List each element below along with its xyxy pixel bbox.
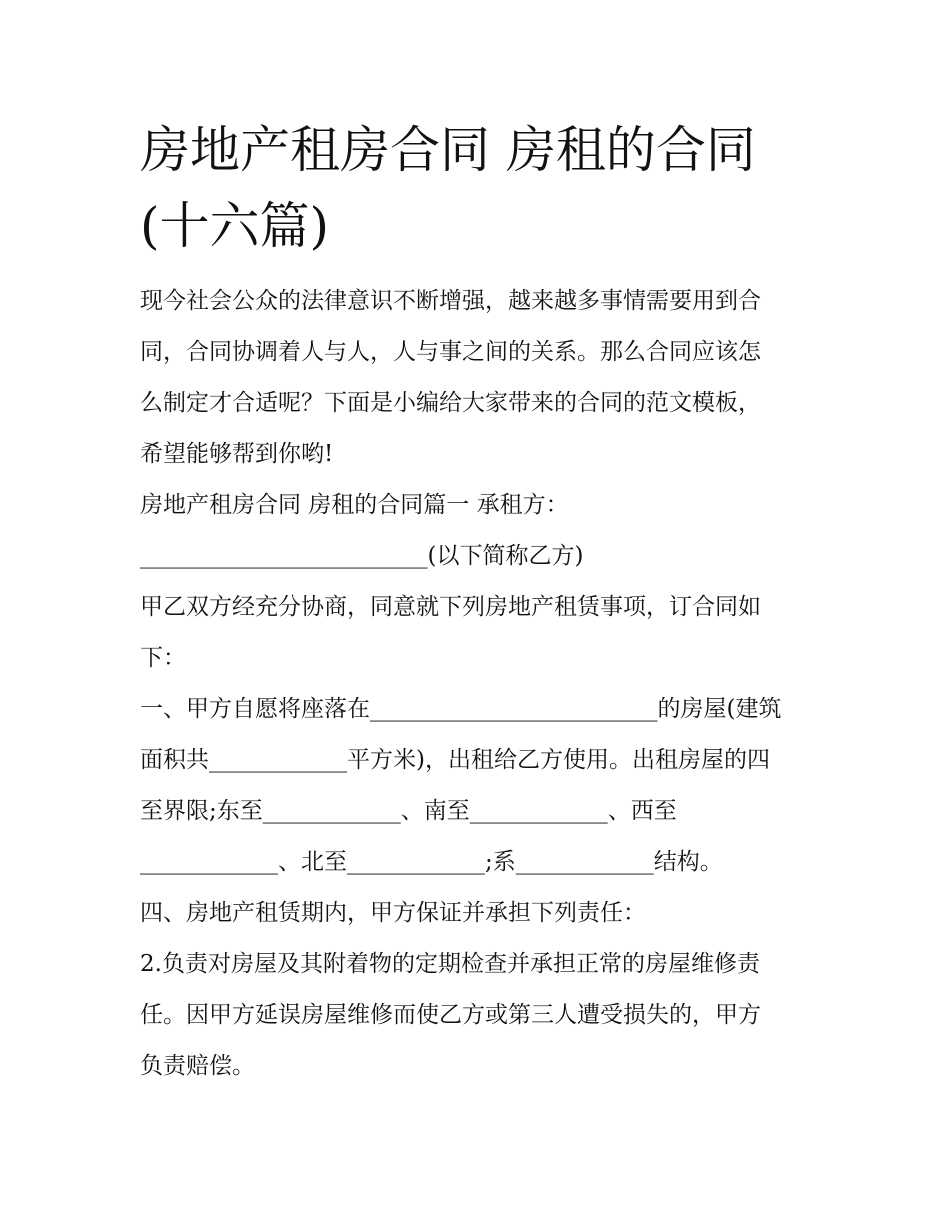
- document-title: [140, 112, 840, 264]
- body-line: 至界限;东至____________、南至____________、西至: [140, 798, 677, 824]
- body-line: _________________________(以下简称乙方): [140, 543, 584, 569]
- body-line: 任。因甲方延误房屋维修而使乙方或第三人遭受损失的，甲方: [140, 1002, 761, 1028]
- body-line: 2.负责对房屋及其附着物的定期检查并承担正常的房屋维修责: [140, 951, 760, 977]
- body-line: 同，合同协调着人与人，人与事之间的关系。那么合同应该怎: [140, 339, 761, 365]
- body-line: ____________、北至____________;系____________结构。: [140, 849, 723, 875]
- body-line: 现今社会公众的法律意识不断增强，越来越多事情需要用到合: [140, 288, 761, 314]
- title-line-2: (十六篇): [140, 197, 330, 255]
- body-line: 下：: [140, 645, 186, 671]
- document-body: [140, 276, 820, 1092]
- section-heading-line: 房地产租房合同 房租的合同篇一 承租方：: [140, 492, 569, 518]
- body-line: 四、房地产租赁期内，甲方保证并承担下列责任：: [140, 900, 646, 926]
- body-line: 一、甲方自愿将座落在_________________________的房屋(建筑: [140, 696, 782, 722]
- body-line: 么制定才合适呢？下面是小编给大家带来的合同的范文模板，: [140, 390, 761, 416]
- body-line: 希望能够帮到你哟!: [140, 441, 334, 467]
- body-line: 面积共____________平方米)，出租给乙方使用。出租房屋的四: [140, 747, 770, 773]
- body-line: 甲乙双方经充分协商，同意就下列房地产租赁事项，订合同如: [140, 594, 761, 620]
- title-line-1: 房地产租房合同 房租的合同: [140, 121, 756, 179]
- body-line: 负责赔偿。: [140, 1053, 255, 1079]
